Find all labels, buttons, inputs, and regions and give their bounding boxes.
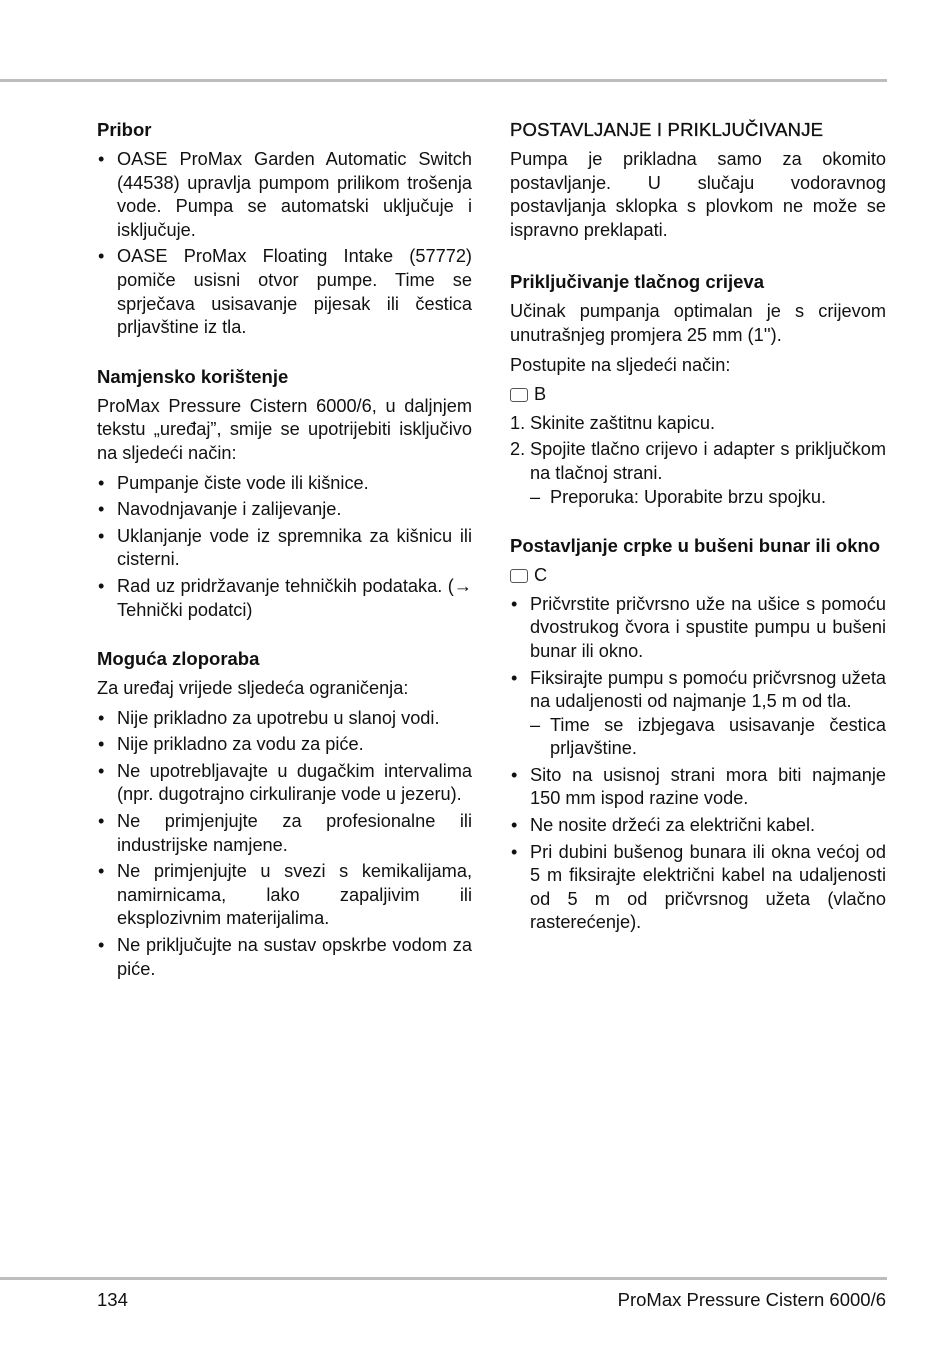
figure-reference bbox=[510, 383, 886, 407]
list-item bbox=[510, 412, 886, 436]
list-item: • Nije prikladno za vodu za piće. bbox=[97, 733, 472, 757]
sub-note-text: Time se izbjegava usisavanje čestica prljavštine. bbox=[550, 714, 886, 759]
section-namjensko bbox=[97, 365, 472, 622]
list-item: • OASE ProMax Garden Automatic Switch (44538) upravlja pumpom prilikom trošenja vode. Pumpa se automatski uključuje i isključuje. bbox=[97, 148, 472, 242]
section-heading: Moguća zloporaba bbox=[97, 648, 260, 670]
section-postavljanje bbox=[510, 118, 886, 242]
section-zloporaba bbox=[97, 647, 472, 981]
list-item: • Pričvrstite pričvrsno uže na ušice s pomoću dvostrukog čvora i spustite pumpu u bušeni bunar ili okno. bbox=[510, 593, 886, 664]
list-item: • Uklanjanje vode iz spremnika za kišnicu ili cisterni. bbox=[97, 525, 472, 572]
numbered-list bbox=[510, 412, 886, 509]
paragraph: Postupite na sljedeći način: bbox=[510, 354, 731, 375]
document-title: ProMax Pressure Cistern 6000/6 bbox=[617, 1289, 886, 1310]
dash-icon: – bbox=[530, 714, 541, 735]
list-item: • Pumpanje čiste vode ili kišnice. bbox=[97, 472, 472, 496]
step-number: 2. bbox=[510, 439, 526, 460]
step-number: 1. bbox=[510, 412, 526, 433]
section-pribor bbox=[97, 118, 472, 340]
sub-note-text: Preporuka: Uporabite brzu spojku. bbox=[550, 486, 826, 507]
step-text: Skinite zaštitnu kapicu. bbox=[530, 412, 716, 433]
paragraph: Učinak pumpanja optimalan je s crijevom unutrašnjeg promjera 25 mm (1''). bbox=[510, 301, 886, 345]
list-item bbox=[510, 438, 886, 509]
bullet-list bbox=[97, 148, 472, 340]
figure-label: C bbox=[534, 565, 548, 586]
section-heading: Namjensko korištenje bbox=[97, 365, 289, 387]
list-item: • Ne nosite držeći za električni kabel. bbox=[510, 814, 886, 838]
section-heading: Pribor bbox=[97, 119, 152, 140]
section-heading: Postavljanje crpke u bušeni bunar ili okno bbox=[510, 535, 881, 557]
bottom-rule bbox=[0, 1277, 887, 1280]
list-item: • Ne upotrebljavajte u dugačkim intervalima (npr. dugotrajno cirkuliranje vode u jezeru). bbox=[97, 760, 472, 807]
list-item bbox=[510, 667, 886, 761]
list-item: • Ne primjenjujte za profesionalne ili industrijske namjene. bbox=[97, 810, 472, 857]
list-item: • Ne priključujte na sustav opskrbe vodom za piće. bbox=[97, 934, 472, 981]
step-text: Spojite tlačno crijevo i adapter s priključkom na tlačnoj strani. bbox=[530, 439, 886, 483]
bullet-list bbox=[510, 593, 886, 935]
list-item: • Nije prikladno za upotrebu u slanoj vodi. bbox=[97, 707, 472, 731]
paragraph: Za uređaj vrijede sljedeća ograničenja: bbox=[97, 678, 409, 699]
right-column bbox=[510, 118, 886, 938]
list-item: • Pri dubini bušenog bunara ili okna većoj od 5 m fiksirajte električni kabel na udaljenosti od 5 m od pričvrsnog užeta (vlačno rasterećenje). bbox=[510, 841, 886, 935]
bullet-list bbox=[97, 472, 472, 623]
section-heading: POSTAVLJANJE I PRIKLJUČIVANJE bbox=[510, 119, 824, 140]
list-item: • Ne primjenjujte u svezi s kemikalijama, namirnicama, lako zapaljivim ili eksplozivnim materijalima. bbox=[97, 860, 472, 931]
sub-note bbox=[530, 714, 886, 761]
page-number: 134 bbox=[97, 1289, 128, 1310]
left-column bbox=[97, 118, 472, 984]
figure-icon bbox=[510, 388, 528, 402]
list-item: • OASE ProMax Floating Intake (57772) pomiče usisni otvor pumpe. Time se sprječava usisavanje pijesak ili čestica prljavštine iz tla. bbox=[97, 245, 472, 339]
figure-icon bbox=[510, 569, 528, 583]
list-item: • Rad uz pridržavanje tehničkih podataka. (→ Tehnički podatci) bbox=[97, 575, 472, 622]
dash-icon: – bbox=[530, 486, 541, 507]
paragraph: ProMax Pressure Cistern 6000/6, u daljnjem tekstu „uređaj”, smije se upotrijebiti isključivo na sljedeći način: bbox=[97, 395, 472, 463]
figure-reference bbox=[510, 564, 886, 588]
paragraph: Pumpa je prikladna samo za okomito postavljanje. U slučaju vodoravnog postavljanja sklopka s plovkom ne može se ispravno preklapati. bbox=[510, 149, 886, 240]
top-rule bbox=[0, 79, 887, 82]
section-heading: Priključivanje tlačnog crijeva bbox=[510, 271, 764, 293]
section-bunar bbox=[510, 534, 886, 935]
list-item: • Navodnjavanje i zalijevanje. bbox=[97, 498, 472, 522]
figure-label: B bbox=[534, 384, 547, 405]
section-prikljucivanje bbox=[510, 270, 886, 509]
list-item-text: Fiksirajte pumpu s pomoću pričvrsnog užeta na udaljenosti od najmanje 1,5 m od tla. bbox=[530, 667, 886, 712]
list-item: • Sito na usisnoj strani mora biti najmanje 150 mm ispod razine vode. bbox=[510, 764, 886, 811]
sub-note bbox=[530, 486, 886, 510]
bullet-list bbox=[97, 707, 472, 982]
